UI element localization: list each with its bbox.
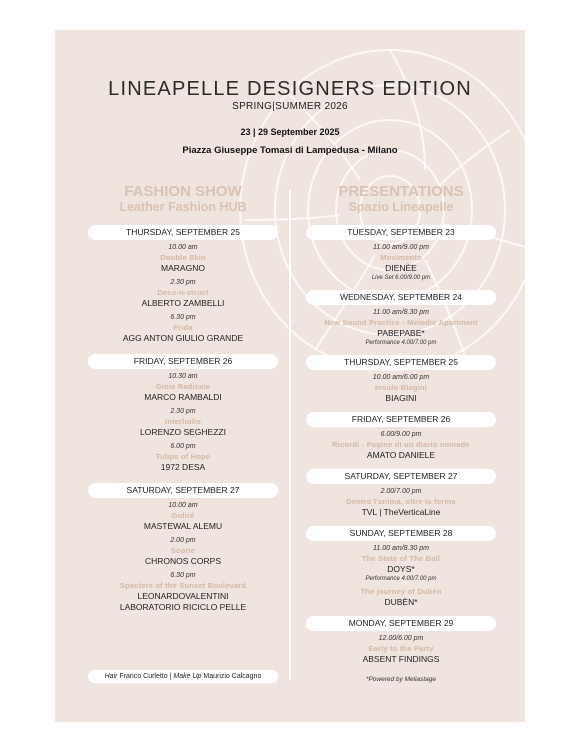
event-time: 2.00 pm [170,537,196,544]
brand-name: CHRONOS CORPS [144,556,222,566]
event-time: 10.00 am [168,244,198,251]
event-dates: 23 | 29 September 2025 [240,127,340,137]
fashion-show-heading: FASHION SHOW [124,183,242,200]
day-band: THURSDAY, SEPTEMBER 25 [88,225,278,240]
hair-makeup-credits [88,670,278,683]
show-title: Interludio [164,417,202,426]
fashion-show-subheading: Leather Fashion HUB [119,200,247,214]
show-title: Movimento [380,253,422,262]
day-band: THURSDAY, SEPTEMBER 25 [306,355,496,370]
day-band: SUNDAY, SEPTEMBER 28 [306,526,496,541]
hair-label: Hair [104,673,118,680]
show-title: Gidirè [171,511,195,520]
brand-name: ALBERTO ZAMBELLI [141,298,225,308]
event-time: 11.00 am/8.30 pm [373,545,429,552]
brand-name: PABEPABE* [377,328,425,338]
event-time: 10.00 am [168,502,198,509]
brand-name: DIENÈE [385,263,417,273]
column-divider [289,190,291,680]
show-title: Specters of the Sunset Boulevard [119,581,247,590]
brand-name: BIAGINI [385,393,417,403]
day-band: TUESDAY, SEPTEMBER 23 [306,225,496,240]
hair-credit: Franco Curletto [119,673,168,680]
event-time: 12.00/6.00 pm [378,635,424,642]
show-title: The State of The Ball [361,554,441,563]
brand-name: LEONARDOVALENTINI [137,591,229,601]
brand-name: AMATO DANIELE [366,450,436,460]
brand-name: LORENZO SEGHEZZI [140,427,226,437]
brand-name-secondary: LABORATORIO RICICLO PELLE [119,602,247,612]
show-title: New Sound Practice - Melodic Apartment [324,318,478,327]
show-title: Frida [173,323,193,332]
brand-name: AGG ANTON GIULIO GRANDE [122,333,244,343]
makeup-label: Make Up [173,673,202,680]
event-time: 6.00/9.00 pm [380,431,422,438]
event-time: 2.00/7.00 pm [380,488,422,495]
show-title: Insulo Biagini [375,383,427,392]
brand-name: MARAGNO [161,263,205,273]
event-time: 6.30 pm [170,314,196,321]
presentations-subheading: Spazio Lineapelle [348,200,454,214]
show-title: Double Skin [160,253,206,262]
event-time: 11.00 am/8.30 pm [373,309,429,316]
event-time: 2.30 pm [170,279,196,286]
show-title: Ricordi - Pagine di un diario nomade [332,440,470,449]
credit-separator: | [169,673,172,680]
day-band: FRIDAY, SEPTEMBER 26 [88,354,278,369]
show-title: The journey of Dubèn [360,587,442,596]
presentations-column [306,183,496,665]
fashion-show-column [88,183,278,613]
day-band: WEDNESDAY, SEPTEMBER 24 [306,290,496,305]
brand-name: MASTEWAL ALEMU [143,521,223,531]
makeup-credit: Maurizio Calcagno [203,673,262,680]
presentations-heading: PRESENTATIONS [338,183,464,200]
show-title: Dentro l'anima, oltre la forma [346,497,456,506]
event-title: LINEAPELLE DESIGNERS EDITION [108,78,472,100]
day-band: SATURDAY, SEPTEMBER 27 [306,469,496,484]
brand-name: 1972 DESA [160,462,206,472]
event-time: 10.00 am/6.00 pm [372,374,430,381]
event-note: Performance 4.00/7.00 pm [365,340,437,346]
brand-name: DUBÈN* [384,597,418,607]
show-title: Early to the Party [368,644,434,653]
day-band: SATURDAY, SEPTEMBER 27 [88,483,278,498]
show-title: Scorie [170,546,196,555]
event-note: Live Set 6.00/9.00 pm [371,275,431,281]
day-band: FRIDAY, SEPTEMBER 26 [306,412,496,427]
brand-name: MARCO RAMBALDI [144,392,222,402]
show-title: Gioia Radicale [155,382,211,391]
event-time: 6.30 pm [170,572,196,579]
show-title: Tulips of Hope [155,452,211,461]
event-time: 10.30 am [168,373,198,380]
season-subtitle: SPRING|SUMMER 2026 [232,101,348,112]
event-time: 11.00 am/9.00 pm [373,244,429,251]
brand-name: DOYS* [387,564,415,574]
event-location: Piazza Giuseppe Tomasi di Lampedusa - Milano [182,145,398,156]
show-title: Deco-n-struct [157,288,209,297]
brand-name: TVL | TheVerticaLine [361,507,441,517]
day-band: MONDAY, SEPTEMBER 29 [306,616,496,631]
event-note: Performance 4.00/7.00 pm [365,576,437,582]
event-time: 6.00 pm [170,443,196,450]
powered-by-note: *Powered by Meliastage [365,676,437,683]
event-time: 2.30 pm [170,408,196,415]
brand-name: ABSENT FINDINGS [362,654,440,664]
